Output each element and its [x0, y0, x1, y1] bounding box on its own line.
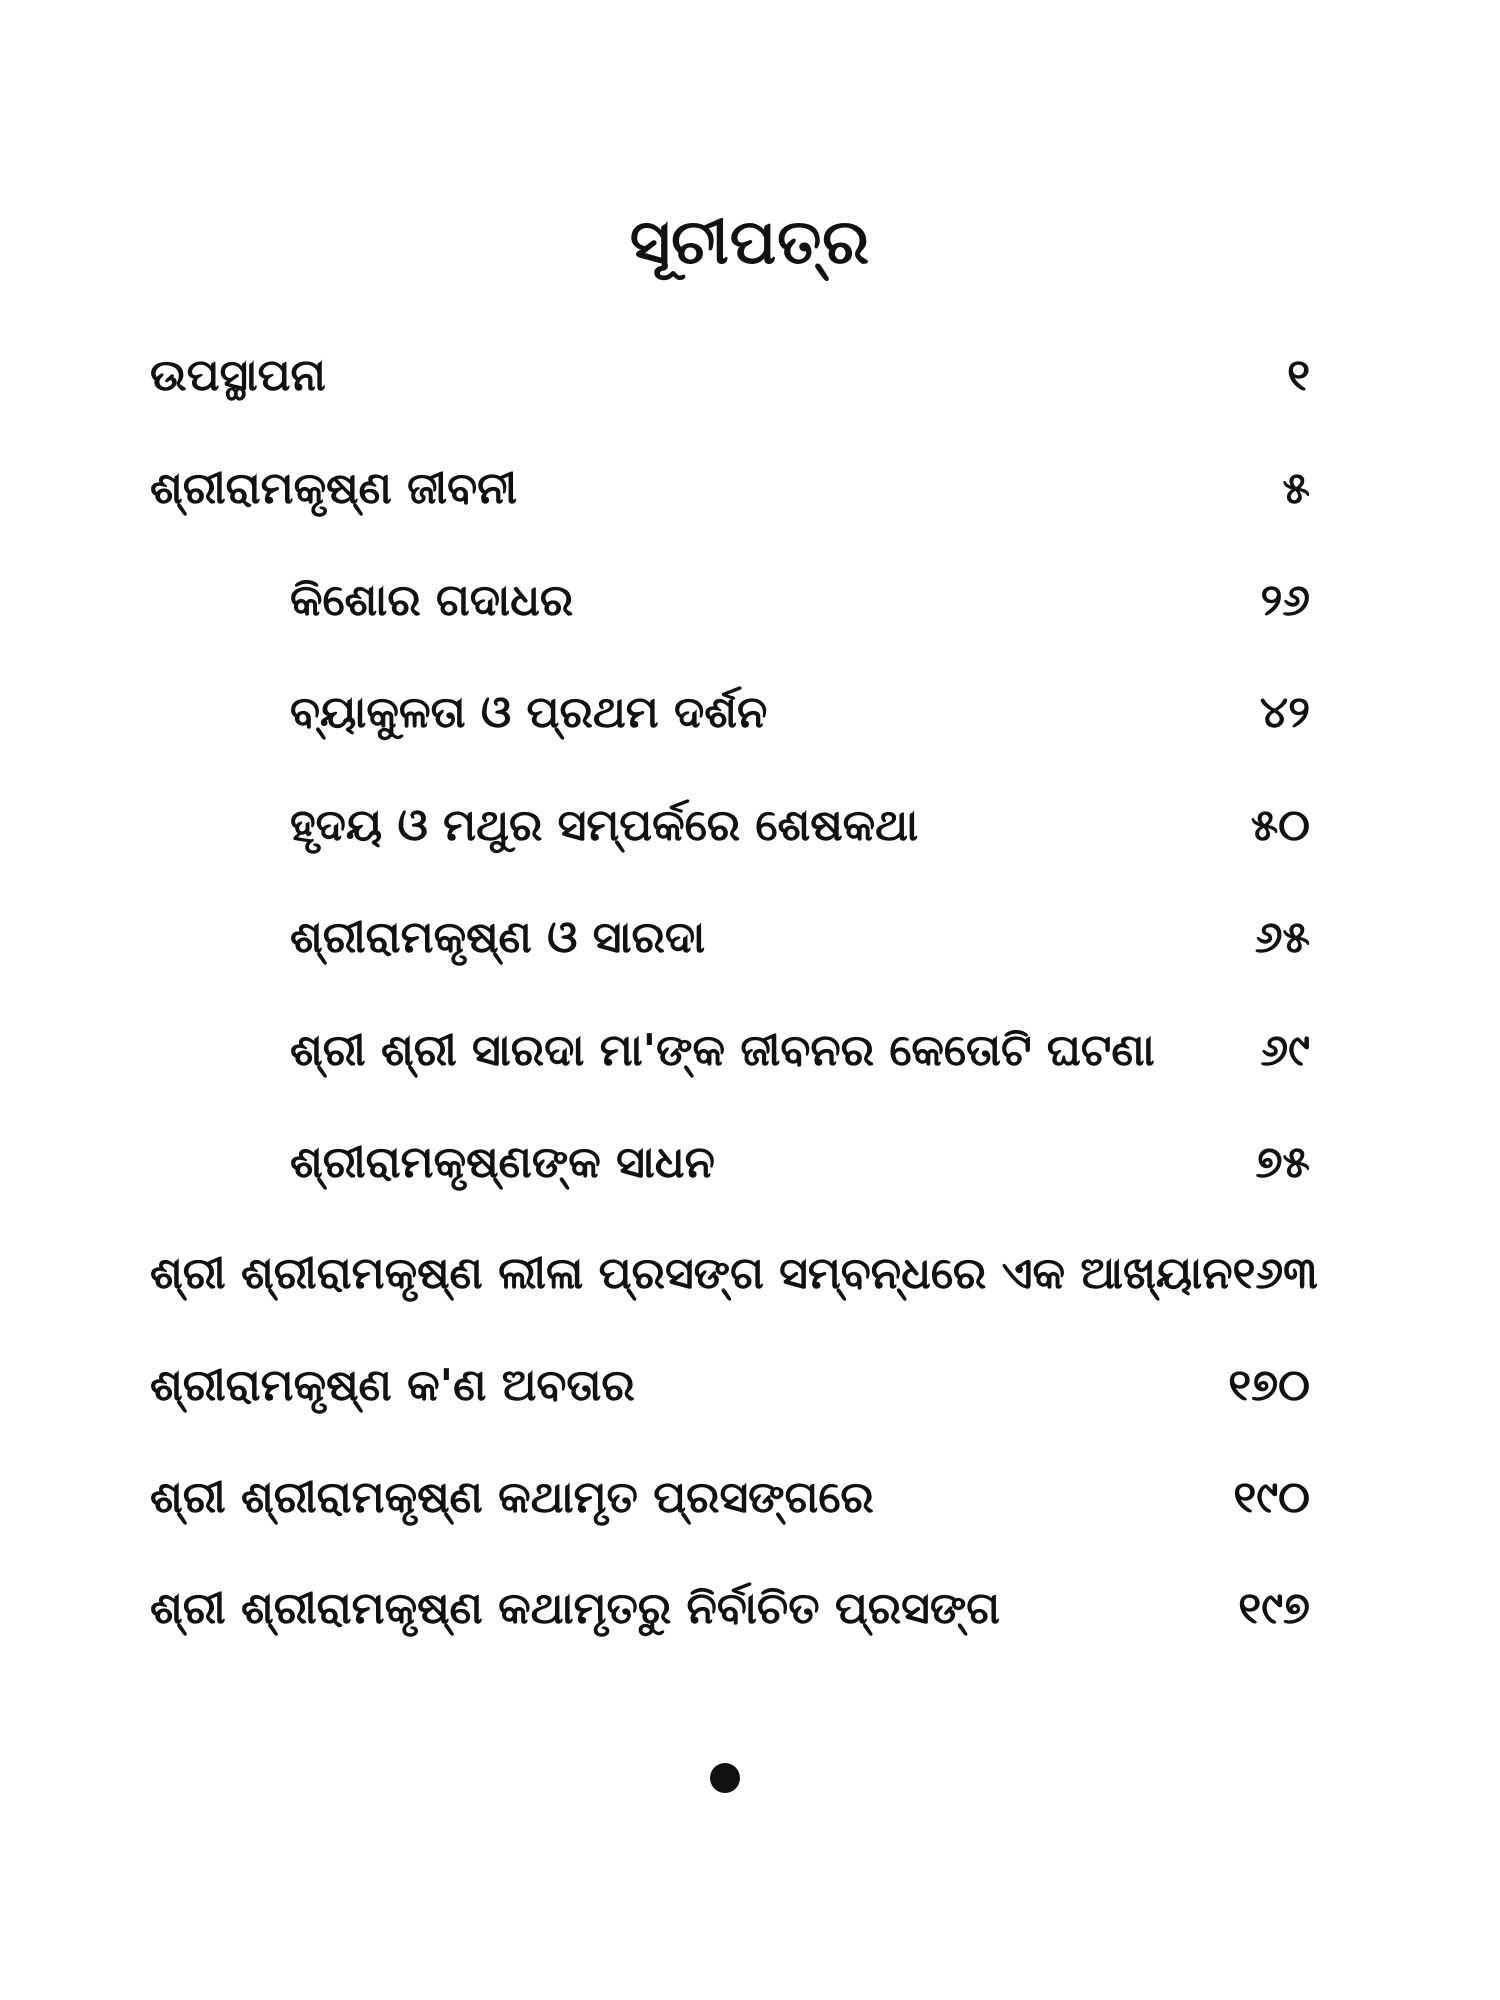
- toc-entry-title: କିଶୋର ଗଦାଧର: [290, 574, 574, 626]
- bullet-ornament: [710, 1763, 740, 1793]
- toc-entry-page: ୧୬୩: [1232, 1247, 1318, 1299]
- toc-entry-page: ୧: [1287, 349, 1310, 401]
- toc-entry-title: ଶ୍ରୀରାମକୃଷ୍ଣଙ୍କ ସାଧନ: [290, 1136, 715, 1188]
- toc-entry-page: ୪୨: [1259, 686, 1310, 738]
- toc-entry-page: ୫: [1282, 462, 1310, 514]
- toc-entry: [290, 682, 1310, 742]
- toc-entry: [290, 1020, 1310, 1080]
- toc-entry: [150, 1243, 1318, 1303]
- toc-entry-page: ୬୯: [1260, 1024, 1310, 1076]
- toc-entry-page: ୬୫: [1254, 911, 1310, 963]
- toc-entry-page: ୧୯୭: [1238, 1582, 1310, 1634]
- toc-entry-title: ଉପସ୍ଥାପନା: [150, 349, 326, 401]
- toc-entry-title: ଶ୍ରୀ ଶ୍ରୀରାମକୃଷ୍ଣ କଥାମୃତରୁ ନିର୍ବାଚିତ ପ୍ରସଙ୍ଗ: [150, 1582, 1001, 1634]
- toc-entry-title: ଶ୍ରୀରାମକୃଷ୍ଣ ଓ ସାରଦା: [290, 911, 706, 963]
- toc-entry: [290, 907, 1310, 967]
- toc-entry: [150, 1467, 1310, 1527]
- toc-entry: [150, 345, 1310, 405]
- toc-entry: [290, 1132, 1310, 1192]
- toc-entry-page: ୭୫: [1255, 1136, 1310, 1188]
- toc-entry: [290, 795, 1310, 855]
- toc-entry-page: ୨୬: [1260, 574, 1310, 626]
- toc-entry: [150, 1355, 1310, 1415]
- toc-entry-title: ଶ୍ରୀ ଶ୍ରୀରାମକୃଷ୍ଣ ଲୀଳା ପ୍ରସଙ୍ଗ ସମ୍ବନ୍ଧରେ ଏକ ଆଖ୍ୟାନ: [150, 1247, 1233, 1299]
- toc-entry-title: ଶ୍ରୀ ଶ୍ରୀ ସାରଦା ମା'ଙ୍କ ଜୀବନର କେତୋଟି ଘଟଣା: [290, 1024, 1155, 1076]
- toc-entry-title: ଶ୍ରୀ ଶ୍ରୀରାମକୃଷ୍ଣ କଥାମୃତ ପ୍ରସଙ୍ଗରେ: [150, 1471, 874, 1523]
- toc-entry-title: ହୃଦୟ ଓ ମଥୁର ସମ୍ପର୍କରେ ଶେଷକଥା: [290, 799, 919, 851]
- page-title: ସୂଚୀପତ୍ର: [629, 205, 871, 278]
- toc-entry-title: ଶ୍ରୀରାମକୃଷ୍ଣ ଜୀବନୀ: [150, 462, 518, 514]
- toc-entry: [150, 1578, 1310, 1638]
- toc-entry: [150, 458, 1310, 518]
- toc-entry-page: ୧୭୦: [1228, 1359, 1310, 1411]
- toc-entry-title: ବ୍ୟାକୁଳତା ଓ ପ୍ରଥମ ଦର୍ଶନ: [290, 686, 768, 738]
- toc-entry-title: ଶ୍ରୀରାମକୃଷ୍ଣ କ'ଣ ଅବତାର: [150, 1359, 635, 1411]
- toc-entry: [290, 570, 1310, 630]
- toc-entry-page: ୫୦: [1250, 799, 1310, 851]
- toc-entry-page: ୧୯୦: [1233, 1471, 1310, 1523]
